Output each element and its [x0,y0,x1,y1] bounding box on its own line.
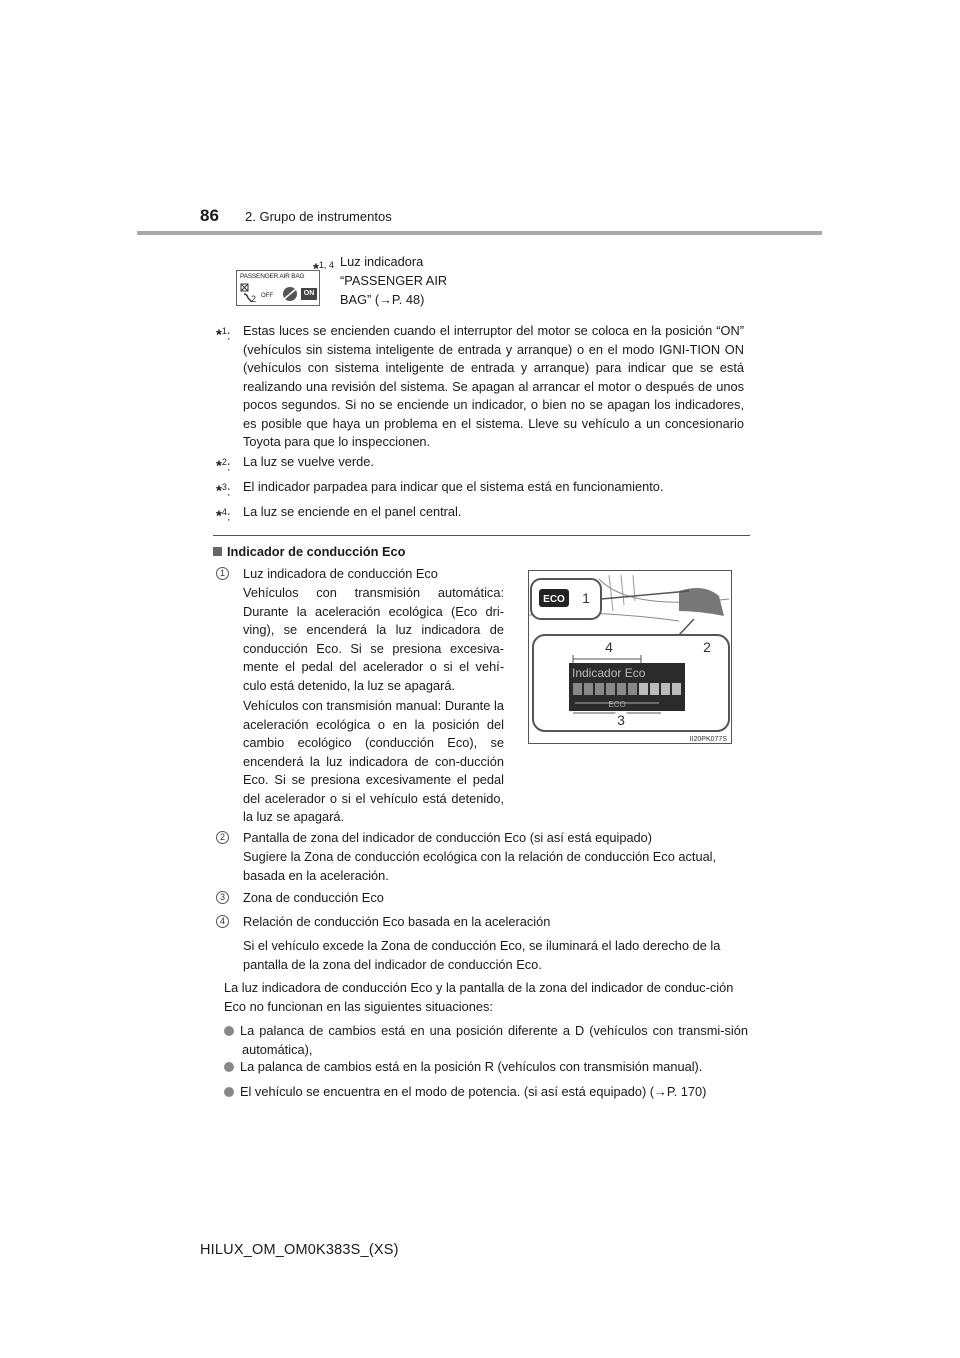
callout-2: 2 [703,639,711,655]
bullet-item: La palanca de cambios está en una posición diferente a D (vehículos con transmi-sión automática), [224,1022,748,1059]
eco-indicator-figure [528,570,732,744]
zone-label: ECO [608,700,626,709]
item-2-number: 2 [216,831,229,844]
item-4-detail: Si el vehículo excede la Zona de conducción Eco, se iluminará el lado derecho de la pantalla de la zona del indicador de conducción Eco. [243,938,721,972]
section-divider [213,535,750,536]
passenger-airbag-icon [236,270,320,306]
page-number: 86 [200,206,219,225]
eco-light-label: ECO [543,594,565,605]
bullet-icon [224,1026,234,1036]
item-1-title: Luz indicadora de conducción Eco [243,566,438,581]
item-4-number: 4 [216,915,229,928]
note-4-text: La luz se enciende en el panel central. [243,504,462,519]
item-2-line1: Pantalla de zona del indicador de conducción Eco (si así está equipado) [243,830,653,845]
callout-3: 3 [617,712,625,728]
eco-figure-drawing [529,571,733,745]
header-rule [137,231,822,235]
item-4-text: Relación de conducción Eco basada en la aceleración [243,914,551,929]
bullet-icon [224,1062,234,1072]
square-bullet-icon [213,547,222,556]
section-title: 2. Grupo de instrumentos [245,209,392,224]
item-1-auto: Vehículos con transmisión automática: Durante la aceleración ecológica (Eco dri-ving), se encenderá la luz indicadora de conducción Eco. Si se presiona excesiva-mente el pedal del acelerador o si el vehí-culo está detenido, la luz se apagará. [243,585,504,693]
icon-label: PASSENGER AIR BAG [240,273,305,280]
document-code: HILUX_OM_OM0K383S_(XS) [200,1242,399,1258]
no-airbag-icon [280,285,300,303]
note-4-mark: *$^4$: [216,507,231,525]
bullet-item: El vehículo se encuentra en el modo de potencia. (si así está equipado) (→P. 170) [224,1083,748,1102]
note-2-mark: *$^2$: [216,457,231,475]
airbag-line2: “PASSENGER AIR [340,273,448,288]
airbag-line1: Luz indicadora [340,254,424,269]
item-1-manual: Vehículos con transmisión manual: Durante la aceleración ecológica o en la posición del cambio ecológico (conducción Eco), se encenderá la luz indicadora de con-ducción Eco. Si se presiona excesivamente el pedal del acelerador o si el vehículo está detenido, la luz se apagará. [243,698,504,824]
icon-on-badge: ON [301,288,317,300]
display-title: Indicador Eco [572,666,646,680]
figure-code: II20PK077S [689,736,727,743]
callout-1: 1 [582,590,590,606]
eco-conditions-intro: La luz indicadora de conducción Eco y la pantalla de la zona del indicador de conduc-ción Eco no funcionan en las siguientes situaciones: [224,980,734,1014]
item-2-line2: Sugiere la Zona de conducción ecológica con la relación de conducción Eco actual, basada en la aceleración. [243,849,717,883]
note-3-mark: *$^3$: [216,482,231,500]
svg-text:2: 2 [251,294,257,303]
item-1-number: 1 [216,567,229,580]
airbag-ref: *$^{1, 4}$ [313,260,334,278]
airbag-line3: BAG” (→P. 48) [340,292,425,307]
bullet-icon [224,1087,234,1097]
note-1-mark: *$^1$: [216,326,231,344]
bullet-item: La palanca de cambios está en la posición R (vehículos con transmisión manual). [224,1058,748,1077]
item-3-number: 3 [216,891,229,904]
item-3-text: Zona de conducción Eco [243,890,384,905]
eco-heading: Indicador de conducción Eco [213,543,405,562]
note-3-text: El indicador parpadea para indicar que el sistema está en funcionamiento. [243,479,664,494]
note-2-text: La luz se vuelve verde. [243,454,374,469]
callout-4: 4 [605,639,613,655]
icon-off-text: OFF [261,293,273,299]
note-1-text: Estas luces se encienden cuando el interruptor del motor se coloca en la posición “ON” (vehículos sin sistema inteligente de entrada y arranque) o en el modo IGNI-TION ON (vehículos con sistema inteligente de entrada y arranque) para indicar que se está realizando una revisión del sistema. Se apagan al arrancar el motor o después de unos pocos segundos. Si no se enciende un indicador, o bien no se apagan los indicadores, es posible que haya un problema en el sistema. Lleve su vehículo a un concesionario Toyota para que lo inspeccionen. [243,323,744,449]
seat-icon [240,283,260,303]
